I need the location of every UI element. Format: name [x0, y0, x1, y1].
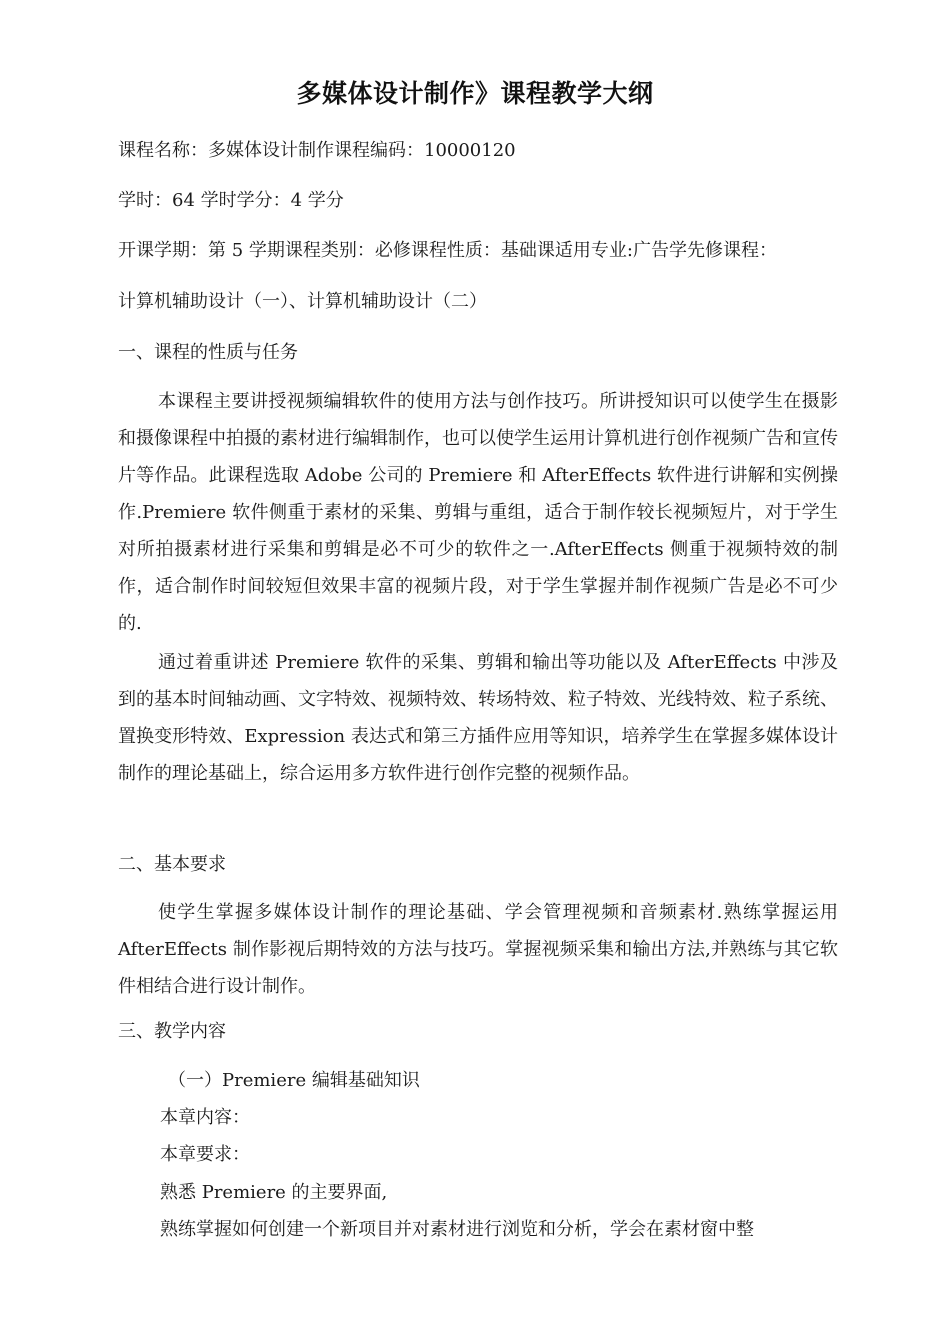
course-semester-line: 开课学期：第 5 学期课程类别：必修课程性质：基础课适用专业:广告学先修课程：: [118, 240, 777, 261]
requirement-item-2: 熟练掌握如何创建一个新项目并对素材进行浏览和分析，学会在素材窗中整: [160, 1219, 754, 1240]
chapter-content-label: 本章内容：: [160, 1107, 250, 1128]
chapter-requirement-label: 本章要求：: [160, 1144, 250, 1165]
document-title: 多媒体设计制作》课程教学大纲: [296, 79, 654, 108]
section-3-heading: 三、教学内容: [118, 1021, 226, 1042]
requirement-item-1: 熟悉 Premiere 的主要界面,: [160, 1182, 388, 1203]
course-prerequisite-line: 计算机辅助设计（一）、计算机辅助设计（二）: [118, 291, 487, 312]
section-1-heading: 一、课程的性质与任务: [118, 342, 298, 363]
section-1-paragraph-2: 通过着重讲述 Premiere 软件的采集、剪辑和输出等功能以及 AfterEffects 中涉及到的基本时间轴动画、文字特效、视频特效、转场特效、粒子特效、光线特效、粒子系统、置换变形特效、Expression 表达式和第三方插件应用等知识，培养学生在掌握多媒体设计制作的理论基础上，综合运用多方软件进行创作完整的视频作品。: [118, 652, 838, 784]
course-name-line: 课程名称：多媒体设计制作课程编码：10000120: [118, 140, 516, 161]
section-1-paragraph-1: 本课程主要讲授视频编辑软件的使用方法与创作技巧。所讲授知识可以使学生在摄影和摄像课程中拍摄的素材进行编辑制作，也可以使学生运用计算机进行创作视频广告和宣传片等作品。此课程选取 Adobe 公司的 Premiere 和 AfterEffects 软件进行讲解和实例操作.Premiere 软件侧重于素材的采集、剪辑与重组，适合于制作较长视频短片，对于学生对所拍摄素材进行采集和剪辑是必不可少的软件之一.AfterEffects 侧重于视频特效的制作，适合制作时间较短但效果丰富的视频片段，对于学生掌握并制作视频广告是必不可少的.: [118, 391, 838, 634]
course-hours-line: 学时：64 学时学分：4 学分: [118, 190, 344, 211]
section-2-heading: 二、基本要求: [118, 854, 226, 875]
chapter-1-title: （一）Premiere 编辑基础知识: [168, 1070, 420, 1091]
section-2-paragraph-1: 使学生掌握多媒体设计制作的理论基础、学会管理视频和音频素材.熟练掌握运用 AfterEffects 制作影视后期特效的方法与技巧。掌握视频采集和输出方法,并熟练与其它软件相结合进行设计制作。: [118, 902, 838, 997]
